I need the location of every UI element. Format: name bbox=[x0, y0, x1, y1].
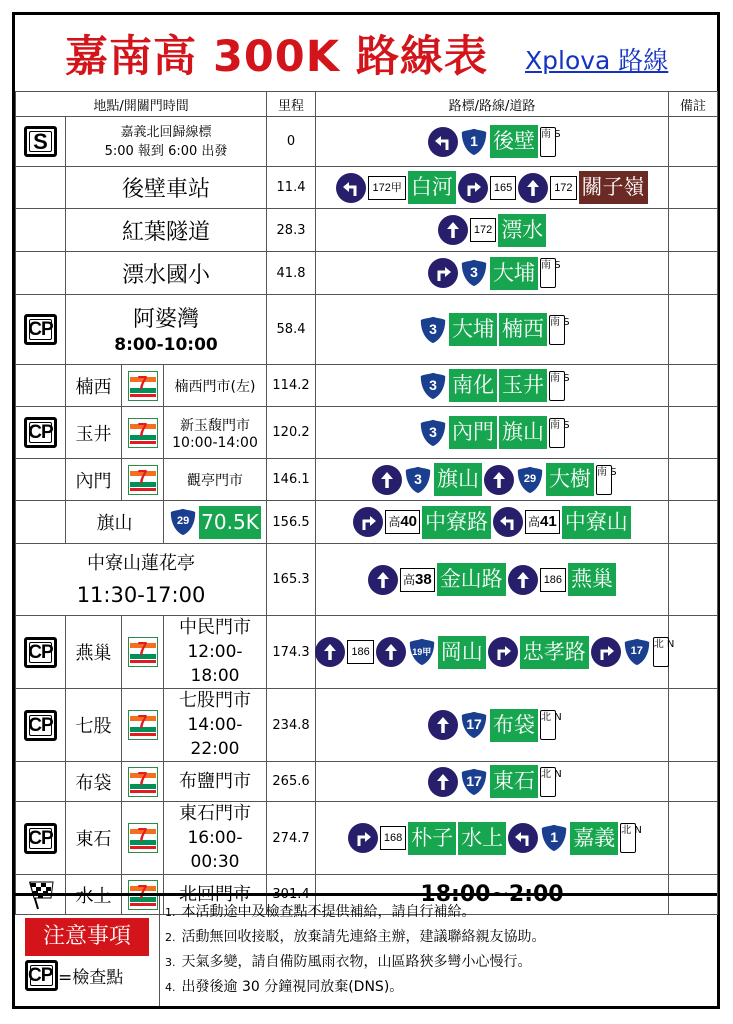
start-marker-icon: S bbox=[24, 126, 57, 157]
route-cell bbox=[316, 167, 669, 209]
notes-list bbox=[165, 900, 546, 1000]
seven-eleven-logo-icon: 7 bbox=[128, 823, 158, 853]
turn-right-icon bbox=[428, 258, 458, 288]
marker-cell bbox=[16, 762, 66, 802]
location-name: 紅葉隧道 bbox=[66, 209, 267, 252]
destination-sign: 南化 bbox=[449, 369, 497, 402]
notes-cell bbox=[669, 689, 718, 762]
table-row bbox=[16, 544, 718, 616]
location-time: 8:00-10:00 bbox=[114, 334, 218, 355]
table-row bbox=[16, 689, 718, 762]
notes-cell bbox=[669, 616, 718, 689]
marker-cell bbox=[16, 365, 66, 407]
notes-cell bbox=[669, 252, 718, 295]
highway-shield-icon: 3 bbox=[419, 371, 447, 401]
store-logo-cell bbox=[122, 802, 164, 875]
destination-sign: 大樹 bbox=[546, 463, 594, 496]
location-name: 嘉義北回歸線標 bbox=[120, 124, 212, 140]
distance-cell: 146.1 bbox=[267, 459, 316, 501]
destination-sign: 大埔 bbox=[449, 313, 497, 346]
destination-sign-brown: 關子嶺 bbox=[579, 171, 648, 204]
store-hours: 10:00-14:00 bbox=[172, 434, 258, 451]
destination-sign: 東石 bbox=[490, 765, 538, 798]
legend-text: =檢查點 bbox=[58, 968, 124, 988]
list-item: 2. 活動無回收接駁，放棄請先連絡主辦，建議聯絡親友協助。 bbox=[165, 929, 546, 945]
marker-cell bbox=[16, 501, 66, 544]
seven-eleven-logo-icon: 7 bbox=[128, 371, 158, 401]
route-table bbox=[15, 91, 718, 915]
direction-tag: 南 S bbox=[549, 418, 565, 448]
notes-section bbox=[15, 893, 717, 1006]
highway-shield-icon: 17 bbox=[460, 710, 488, 740]
page-title: 嘉南高 300K 路線表 bbox=[65, 32, 489, 82]
road-number-plate: 高38 bbox=[400, 568, 435, 592]
store-cell bbox=[164, 802, 267, 875]
straight-arrow-icon bbox=[428, 710, 458, 740]
kilometer-marker: 70.5K bbox=[199, 506, 261, 539]
list-item: 3. 天氣多變，請自備防風雨衣物，山區路狹多彎小心慢行。 bbox=[165, 954, 532, 970]
location-cell bbox=[16, 544, 267, 616]
straight-arrow-icon bbox=[372, 465, 402, 495]
location-name: 布袋 bbox=[66, 762, 122, 802]
location-name: 東石 bbox=[66, 802, 122, 875]
checkpoint-marker-icon: CP bbox=[24, 637, 57, 668]
location-name: 燕巢 bbox=[66, 616, 122, 689]
notes-cell bbox=[669, 762, 718, 802]
store-logo-cell bbox=[122, 365, 164, 407]
direction-tag: 北 N bbox=[540, 767, 556, 797]
seven-eleven-logo-icon: 7 bbox=[128, 465, 158, 495]
destination-sign: 內門 bbox=[449, 416, 497, 449]
location-name: 漂水國小 bbox=[66, 252, 267, 295]
store-cell bbox=[164, 407, 267, 459]
destination-sign: 岡山 bbox=[438, 636, 486, 669]
route-cell bbox=[316, 117, 669, 167]
table-row bbox=[16, 407, 718, 459]
turn-left-icon bbox=[508, 823, 538, 853]
checkpoint-marker-icon: CP bbox=[25, 960, 58, 991]
notes-cell bbox=[669, 407, 718, 459]
notes-cell bbox=[669, 544, 718, 616]
distance-cell: 165.3 bbox=[267, 544, 316, 616]
store-hours: 14:00-22:00 bbox=[187, 715, 243, 759]
checkpoint-marker-icon: CP bbox=[24, 417, 57, 448]
highway-shield-icon: 1 bbox=[460, 127, 488, 157]
store-logo-cell bbox=[122, 616, 164, 689]
road-number-plate: 高41 bbox=[525, 510, 560, 534]
location-name: 水上 bbox=[66, 875, 122, 915]
store-logo-cell bbox=[122, 459, 164, 501]
destination-sign: 金山路 bbox=[437, 563, 506, 596]
turn-right-icon bbox=[591, 637, 621, 667]
route-cell bbox=[316, 209, 669, 252]
direction-tag: 南 S bbox=[540, 258, 556, 288]
table-row bbox=[16, 117, 718, 167]
store-name: 新玉馥門市 bbox=[180, 417, 250, 434]
list-item: 1. 本活動途中及檢查點不提供補給，請自行補給。 bbox=[165, 904, 476, 920]
store-cell bbox=[164, 689, 267, 762]
landmark-cell bbox=[164, 501, 267, 544]
distance-cell: 265.6 bbox=[267, 762, 316, 802]
checkpoint-marker-icon: CP bbox=[24, 823, 57, 854]
notes-cell bbox=[669, 117, 718, 167]
marker-cell bbox=[16, 252, 66, 295]
road-number-plate: 186 bbox=[347, 640, 373, 664]
list-item: 4. 出發後逾 30 分鐘視同放棄(DNS)。 bbox=[165, 979, 404, 995]
straight-arrow-icon bbox=[376, 637, 406, 667]
store-logo-cell bbox=[122, 407, 164, 459]
location-name: 楠西 bbox=[66, 365, 122, 407]
destination-sign: 布袋 bbox=[490, 709, 538, 742]
finish-time: 18:00~2:00 bbox=[316, 875, 669, 915]
table-row bbox=[16, 762, 718, 802]
highway-shield-icon: 17 bbox=[460, 767, 488, 797]
column-header-location: 地點/開關門時間 bbox=[16, 92, 267, 117]
column-header-notes: 備註 bbox=[669, 92, 718, 117]
checkpoint-legend bbox=[25, 960, 123, 991]
route-cell bbox=[316, 459, 669, 501]
table-row bbox=[16, 459, 718, 501]
store-name: 楠西門市(左) bbox=[164, 365, 267, 407]
turn-left-icon bbox=[493, 507, 523, 537]
distance-cell: 41.8 bbox=[267, 252, 316, 295]
straight-arrow-icon bbox=[508, 565, 538, 595]
marker-cell bbox=[16, 117, 66, 167]
distance-cell: 234.8 bbox=[267, 689, 316, 762]
distance-cell: 0 bbox=[267, 117, 316, 167]
distance-cell: 120.2 bbox=[267, 407, 316, 459]
destination-sign: 中寮路 bbox=[422, 506, 491, 539]
straight-arrow-icon bbox=[315, 637, 345, 667]
table-row bbox=[16, 252, 718, 295]
straight-arrow-icon bbox=[518, 173, 548, 203]
road-number-plate: 165 bbox=[490, 176, 516, 200]
turn-right-icon bbox=[458, 173, 488, 203]
table-row bbox=[16, 167, 718, 209]
destination-sign: 楠西 bbox=[499, 313, 547, 346]
road-number-plate: 186 bbox=[540, 568, 566, 592]
direction-tag: 南 S bbox=[549, 371, 565, 401]
straight-arrow-icon bbox=[484, 465, 514, 495]
direction-tag: 南 S bbox=[549, 315, 565, 345]
seven-eleven-logo-icon: 7 bbox=[128, 880, 158, 910]
seven-eleven-logo-icon: 7 bbox=[128, 710, 158, 740]
store-name: 布鹽門市 bbox=[164, 762, 267, 802]
road-number-plate: 172 bbox=[470, 218, 496, 242]
distance-cell: 301.4 bbox=[267, 875, 316, 915]
road-number-plate: 高40 bbox=[385, 510, 420, 534]
checkpoint-marker-icon: CP bbox=[24, 314, 57, 345]
store-name: 東石門市 bbox=[179, 803, 251, 824]
destination-sign: 忠孝路 bbox=[520, 636, 589, 669]
route-cell bbox=[316, 802, 669, 875]
distance-cell: 58.4 bbox=[267, 295, 316, 365]
store-logo-cell bbox=[122, 762, 164, 802]
direction-tag: 北 N bbox=[653, 637, 669, 667]
table-header-row bbox=[16, 92, 718, 117]
table-row bbox=[16, 295, 718, 365]
table-row bbox=[16, 501, 718, 544]
notes-cell bbox=[669, 209, 718, 252]
destination-sign: 玉井 bbox=[499, 369, 547, 402]
store-cell bbox=[164, 616, 267, 689]
location-name: 後壁車站 bbox=[66, 167, 267, 209]
table-row bbox=[16, 616, 718, 689]
turn-right-icon bbox=[353, 507, 383, 537]
highway-shield-icon: 29 bbox=[169, 507, 197, 537]
turn-right-icon bbox=[488, 637, 518, 667]
turn-left-icon bbox=[336, 173, 366, 203]
destination-sign: 中寮山 bbox=[562, 506, 631, 539]
route-cell bbox=[316, 501, 669, 544]
direction-tag: 南 S bbox=[596, 465, 612, 495]
route-cell bbox=[316, 407, 669, 459]
location-name: 內門 bbox=[66, 459, 122, 501]
location-cell bbox=[66, 295, 267, 365]
seven-eleven-logo-icon: 7 bbox=[128, 767, 158, 797]
road-number-plate: 168 bbox=[380, 826, 406, 850]
column-header-route: 路標/路線/道路 bbox=[316, 92, 669, 117]
title-bar bbox=[15, 15, 717, 91]
marker-cell bbox=[16, 407, 66, 459]
turn-left-icon bbox=[428, 127, 458, 157]
route-cell bbox=[316, 252, 669, 295]
marker-cell bbox=[16, 209, 66, 252]
direction-tag: 南 S bbox=[540, 127, 556, 157]
location-name: 旗山 bbox=[66, 501, 164, 544]
highway-shield-icon: 17 bbox=[623, 637, 651, 667]
highway-shield-icon: 3 bbox=[419, 315, 447, 345]
store-name: 中民門市 bbox=[179, 617, 251, 638]
xplova-route-link[interactable]: Xplova 路線 bbox=[525, 46, 669, 75]
notes-cell bbox=[669, 501, 718, 544]
distance-cell: 114.2 bbox=[267, 365, 316, 407]
location-name: 阿婆灣 bbox=[133, 306, 200, 332]
destination-sign: 旗山 bbox=[499, 416, 547, 449]
marker-cell bbox=[16, 802, 66, 875]
marker-cell bbox=[16, 689, 66, 762]
route-sheet bbox=[12, 12, 720, 1009]
store-name: 七股門市 bbox=[179, 690, 251, 711]
highway-shield-icon: 19甲 bbox=[408, 637, 436, 667]
location-name: 七股 bbox=[66, 689, 122, 762]
route-cell bbox=[316, 616, 675, 689]
destination-sign: 白河 bbox=[408, 171, 456, 204]
road-number-plate: 172 bbox=[550, 176, 576, 200]
checkpoint-marker-icon: CP bbox=[24, 710, 57, 741]
destination-sign: 漂水 bbox=[498, 214, 546, 247]
distance-cell: 156.5 bbox=[267, 501, 316, 544]
table-row bbox=[16, 802, 718, 875]
distance-cell: 274.7 bbox=[267, 802, 316, 875]
destination-sign: 燕巢 bbox=[568, 563, 616, 596]
notes-cell bbox=[669, 295, 718, 365]
destination-sign: 旗山 bbox=[434, 463, 482, 496]
highway-shield-icon: 1 bbox=[540, 823, 568, 853]
destination-sign: 後壁 bbox=[490, 125, 538, 158]
highway-shield-icon: 3 bbox=[460, 258, 488, 288]
straight-arrow-icon bbox=[368, 565, 398, 595]
store-name: 觀亭門市 bbox=[164, 459, 267, 501]
straight-arrow-icon bbox=[438, 215, 468, 245]
seven-eleven-logo-icon: 7 bbox=[128, 637, 158, 667]
notes-title: 注意事項 bbox=[25, 918, 149, 956]
notes-cell bbox=[669, 365, 718, 407]
location-name: 中寮山蓮花亭 bbox=[87, 552, 195, 574]
store-name: 北回門市 bbox=[164, 875, 267, 915]
straight-arrow-icon bbox=[428, 767, 458, 797]
highway-shield-icon: 29 bbox=[516, 465, 544, 495]
table-row bbox=[16, 209, 718, 252]
marker-cell bbox=[16, 616, 66, 689]
direction-tag: 北 N bbox=[620, 823, 636, 853]
store-hours: 16:00-00:30 bbox=[187, 828, 243, 872]
road-number-plate: 172甲 bbox=[368, 176, 405, 200]
notes-legend-panel bbox=[15, 896, 160, 1006]
route-cell bbox=[316, 295, 669, 365]
notes-cell bbox=[669, 167, 718, 209]
location-time: 5:00 報到 6:00 出發 bbox=[104, 143, 228, 159]
seven-eleven-logo-icon: 7 bbox=[128, 418, 158, 448]
store-hours: 12:00-18:00 bbox=[187, 642, 243, 686]
location-cell bbox=[66, 117, 267, 167]
notes-cell bbox=[669, 802, 718, 875]
destination-sign: 嘉義 bbox=[570, 822, 618, 855]
location-time: 11:30-17:00 bbox=[76, 582, 206, 607]
distance-cell: 174.3 bbox=[267, 616, 316, 689]
table-row bbox=[16, 365, 718, 407]
notes-cell bbox=[669, 459, 718, 501]
store-logo-cell bbox=[122, 689, 164, 762]
direction-tag: 北 N bbox=[540, 710, 556, 740]
destination-sign: 大埔 bbox=[490, 257, 538, 290]
turn-right-icon bbox=[348, 823, 378, 853]
destination-sign: 水上 bbox=[458, 822, 506, 855]
location-name: 玉井 bbox=[66, 407, 122, 459]
marker-cell bbox=[16, 167, 66, 209]
highway-shield-icon: 3 bbox=[419, 418, 447, 448]
marker-cell bbox=[16, 459, 66, 501]
distance-cell: 11.4 bbox=[267, 167, 316, 209]
highway-shield-icon: 3 bbox=[404, 465, 432, 495]
column-header-distance: 里程 bbox=[267, 92, 316, 117]
route-cell bbox=[316, 365, 669, 407]
distance-cell: 28.3 bbox=[267, 209, 316, 252]
destination-sign: 朴子 bbox=[408, 822, 456, 855]
route-cell bbox=[316, 762, 669, 802]
route-cell bbox=[316, 544, 669, 616]
marker-cell bbox=[16, 295, 66, 365]
route-cell bbox=[316, 689, 669, 762]
